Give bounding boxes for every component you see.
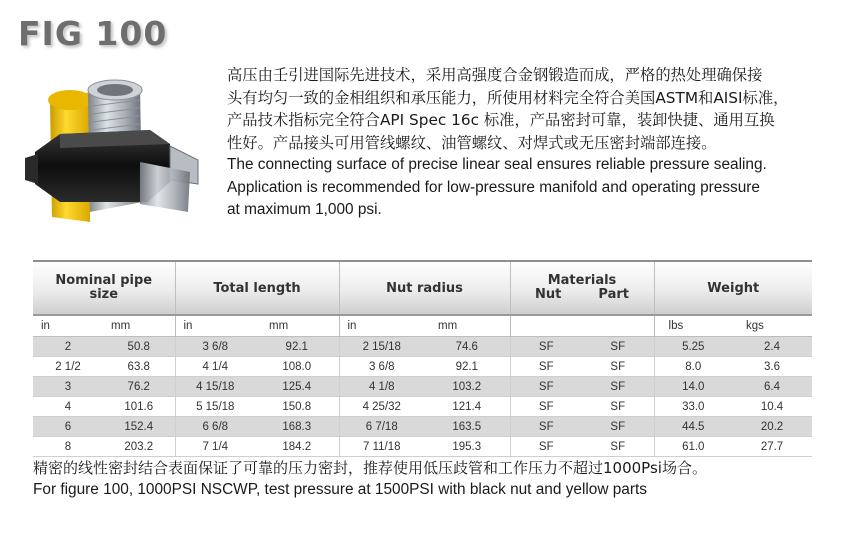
table-cell: 50.8 [103,337,175,357]
table-cell: 125.4 [255,377,339,397]
table-cell: SF [510,417,582,437]
description-cn-line: 高压由壬引进国际先进技术，采用高强度合金钢锻造而成，严格的热处理确保接 [227,66,763,84]
description-cn-line: 产品技术指标完全符合API Spec 16c 标准，产品密封可靠，装卸快捷、通用互换 [227,111,775,129]
table-cell: 4 [33,397,103,417]
table-cell: 108.0 [255,357,339,377]
table-cell: 163.5 [424,417,510,437]
table-cell: 3 [33,377,103,397]
spec-table [33,260,812,457]
header-nominal-line2: size [89,287,119,302]
table-cell: SF [510,377,582,397]
unit-cell [582,315,654,337]
header-materials-part: Part [598,287,629,302]
table-cell: 5.25 [654,337,732,357]
table-cell: 7 11/18 [339,437,424,457]
header-materials [510,261,654,315]
table-cell: 76.2 [103,377,175,397]
table-cell: 2 15/18 [339,337,424,357]
description-en-line: The connecting surface of precise linear seal ensures reliable pressure sealing. [227,156,767,173]
table-cell: 7 1/4 [175,437,255,457]
table-cell: 10.4 [732,397,812,417]
page-title: FIG 100 [18,14,168,53]
footer-cn: 精密的线性密封结合表面保证了可靠的压力密封，推荐使用低压歧管和工作压力不超过1000Psi场合。 [33,459,707,477]
unit-cell: mm [255,315,339,337]
table-cell: 6 [33,417,103,437]
unit-cell: in [175,315,255,337]
description-cn-line: 头有均匀一致的金相组织和承压能力，所使用材料完全符合美国ASTM和AISI标准， [227,88,789,107]
header-total-length: Total length [175,261,339,315]
table-cell: SF [510,437,582,457]
table-row [33,417,812,437]
table-cell: 103.2 [424,377,510,397]
table-cell: 121.4 [424,397,510,417]
table-cell: SF [582,377,654,397]
unit-cell: lbs [654,315,732,337]
table-cell: 150.8 [255,397,339,417]
table-row [33,397,812,417]
table-cell: SF [582,437,654,457]
unit-cell [510,315,582,337]
units-row [33,315,812,337]
footer-notes [33,457,833,501]
table-cell: SF [582,417,654,437]
table-cell: 33.0 [654,397,732,417]
table-cell: 3.6 [732,357,812,377]
table-cell: SF [510,337,582,357]
table-cell: 4 15/18 [175,377,255,397]
table-cell: 8.0 [654,357,732,377]
table-cell: 3 6/8 [175,337,255,357]
table-cell: 168.3 [255,417,339,437]
table-cell: 6 6/8 [175,417,255,437]
table-cell: 4 1/8 [339,377,424,397]
table-cell: SF [582,357,654,377]
table-row [33,437,812,457]
table-cell: 4 1/4 [175,357,255,377]
table-row [33,357,812,377]
table-header-row [33,261,812,315]
table-row [33,337,812,357]
table-cell: 2 1/2 [33,357,103,377]
table-cell: 4 25/32 [339,397,424,417]
table-cell: 63.8 [103,357,175,377]
table-cell: SF [510,357,582,377]
table-cell: SF [510,397,582,417]
table-cell: 101.6 [103,397,175,417]
header-materials-label: Materials [547,273,617,288]
unit-cell: mm [103,315,175,337]
table-cell: 8 [33,437,103,457]
table-cell: 6.4 [732,377,812,397]
unit-cell: in [33,315,103,337]
table-cell: 203.2 [103,437,175,457]
unit-cell: mm [424,315,510,337]
table-cell: SF [582,397,654,417]
header-nominal-pipe-size [33,261,175,315]
table-cell: SF [582,337,654,357]
table-cell: 152.4 [103,417,175,437]
table-cell: 61.0 [654,437,732,457]
table-cell: 14.0 [654,377,732,397]
table-cell: 92.1 [255,337,339,357]
table-cell: 2 [33,337,103,357]
header-weight: Weight [654,261,812,315]
table-cell: 195.3 [424,437,510,457]
table-cell: 92.1 [424,357,510,377]
unit-cell: kgs [732,315,812,337]
table-row [33,377,812,397]
table-cell: 20.2 [732,417,812,437]
table-cell: 74.6 [424,337,510,357]
hammer-union-image [20,62,210,232]
table-cell: 184.2 [255,437,339,457]
table-cell: 3 6/8 [339,357,424,377]
product-description [227,64,837,222]
unit-cell: in [339,315,424,337]
description-en-line: at maximum 1,000 psi. [227,201,382,218]
table-cell: 2.4 [732,337,812,357]
table-cell: 5 15/18 [175,397,255,417]
header-nut-radius: Nut radius [339,261,510,315]
table-cell: 44.5 [654,417,732,437]
header-nominal-line1: Nominal pipe [55,273,153,288]
table-cell: 27.7 [732,437,812,457]
description-en-line: Application is recommended for low-pressure manifold and operating pressure [227,178,760,196]
table-cell: 6 7/18 [339,417,424,437]
description-cn-line: 性好。产品接头可用管线螺纹、油管螺纹、对焊式或无压密封端部连接。 [227,133,717,152]
header-materials-nut: Nut [535,287,562,302]
footer-en: For figure 100, 1000PSI NSCWP, test pressure at 1500PSI with black nut and yellow parts [33,481,647,498]
